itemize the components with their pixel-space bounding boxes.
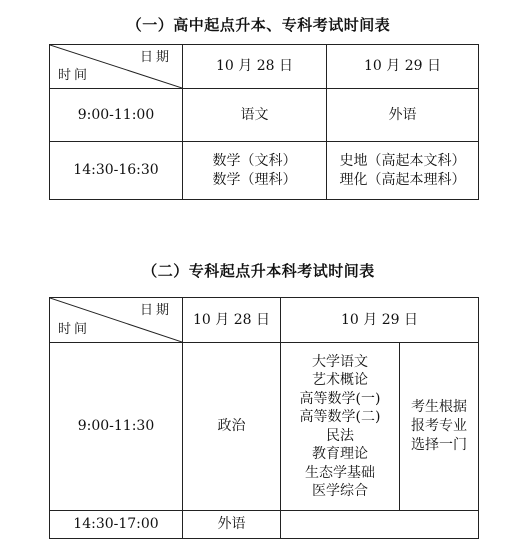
section1-title: （一）高中起点升本、专科考试时间表: [126, 16, 391, 34]
note-line: 选择一门: [411, 436, 467, 453]
subject-cell: 外语: [183, 511, 281, 539]
corner-time-label: 时间: [58, 322, 91, 338]
corner-date-label: 日期: [139, 303, 172, 318]
subject-line: 医学综合: [312, 483, 368, 499]
date-header-oct-29: 10 月 29 日: [327, 45, 479, 89]
subject-cell: [327, 142, 479, 200]
subject-cell: [183, 142, 327, 200]
empty-cell: [281, 511, 479, 539]
subject-line: 高等数学(一): [299, 390, 381, 407]
subject-line: 数学（理科）: [212, 171, 297, 188]
subject-line: 理化（高起本理科）: [339, 171, 466, 188]
subject-line: 艺术概论: [312, 372, 368, 388]
time-cell-afternoon: 14:30-17:00: [50, 511, 183, 539]
time-cell-morning: 9:00-11:30: [50, 343, 183, 511]
subject-line: 教育理论: [312, 446, 368, 462]
subject-line: 生态学基础: [305, 464, 375, 481]
subject-cell: 外语: [327, 89, 479, 142]
selection-note-cell: [400, 343, 479, 511]
note-line: 报考专业: [411, 418, 467, 435]
time-cell-morning: 9:00-11:00: [50, 89, 183, 142]
date-header-oct-28: 10 月 28 日: [183, 298, 281, 343]
subject-cell: 政治: [183, 343, 281, 511]
subject-line: 大学语文: [312, 353, 368, 370]
subject-cell: 语文: [183, 89, 327, 142]
subject-line: 数学（文科）: [212, 152, 297, 169]
corner-time-label: 时间: [58, 68, 91, 84]
exam-schedule-table-1: [49, 44, 479, 200]
section2-title: （二）专科起点升本科考试时间表: [142, 262, 375, 280]
corner-date-label: 日期: [139, 50, 172, 65]
subject-line: 高等数学(二): [299, 409, 381, 425]
time-cell-afternoon: 14:30-16:30: [50, 142, 183, 200]
note-line: 考生根据: [411, 399, 467, 416]
exam-schedule-table-2: [49, 297, 479, 539]
elective-subjects-cell: [281, 343, 400, 511]
date-header-oct-28: 10 月 28 日: [183, 45, 327, 89]
subject-line: 民法: [326, 427, 354, 444]
corner-header-cell: [50, 45, 183, 89]
date-header-oct-29: 10 月 29 日: [281, 298, 479, 343]
corner-header-cell: [50, 298, 183, 343]
subject-line: 史地（高起本文科）: [339, 152, 466, 169]
